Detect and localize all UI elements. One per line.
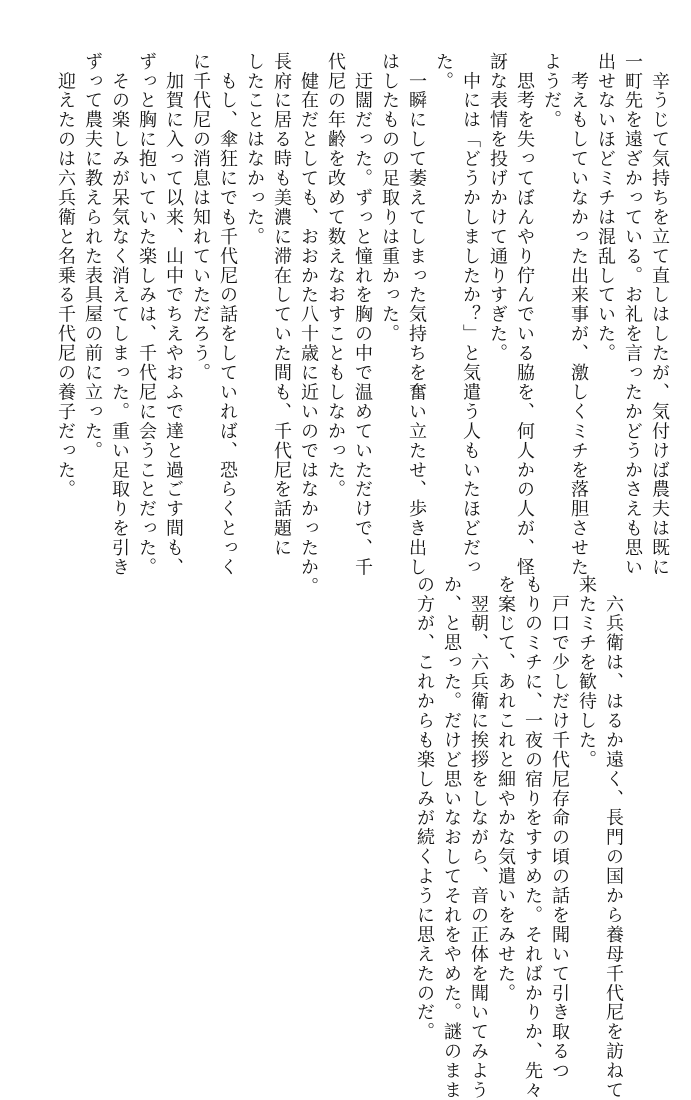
upper-block-line: 思考を失ってぼんやり佇んでいる脇を、何人かの人が、怪 [514,52,535,578]
upper-block-line: 訝な表情を投げかけて通りすぎた。 [487,52,508,364]
upper-block-line: ずっと胸に抱いていた楽しみは、千代尼に会うことだった。 [136,52,157,578]
lower-block-line: 来たミチを歓待した。 [576,575,597,770]
lower-block-line: を案じて、あれこれと細やかな気遣いをみせた。 [495,575,516,1003]
upper-block-line: ようだ。 [541,52,562,130]
upper-block-line: た。 [433,52,454,91]
lower-text-block [411,575,627,1100]
lower-block-line: 六兵衛は、はるか遠く、長門の国から養母千代尼を訪ねて [603,575,624,1100]
lower-block-line: の方が、これからも楽しみが続くように思えたのだ。 [414,575,435,1042]
upper-block-line: に千代尼の消息は知れていただろう。 [190,52,211,383]
lower-block-line: もりのミチに、一夜の宿りをすすめた。そればかりか、先々 [522,575,543,1100]
upper-block-line: 考えもしていなかった出来事が、激しくミチを落胆させた [568,52,589,578]
upper-block-line: はしたものの足取りは重かった。 [379,52,400,344]
upper-block-line: 出せないほどミチは混乱していた。 [595,52,616,364]
upper-block-line: 一町先を遠ざかっている。お礼を言ったかどうかさえも思い [622,52,643,578]
lower-block-line: か、と思った。だけど思いなおしてそれをやめた。謎のまま [441,575,462,1100]
upper-block-line: 長府に居る時も美濃に滞在していた間も、千代尼を話題に [271,52,292,558]
lower-block-line: 翌朝、六兵衛に挨拶をしながら、音の正体を聞いてみよう [468,575,489,1100]
upper-block-line: 健在だとしても、おおかた八十歳に近いのではなかったか。 [298,52,319,597]
upper-block-line: 加賀に入って以来、山中でちえやおふで達と過ごす間も、 [163,52,184,578]
upper-block-line: 代尼の年齢を改めて数えなおすこともしなかった。 [325,52,346,500]
upper-block-line: 一瞬にして萎えてしまった気持ちを奮い立たせ、歩き出し [406,52,427,578]
upper-block-line: 迎えたのは六兵衛と名乗る千代尼の養子だった。 [55,52,76,500]
lower-block-line: 戸口で少しだけ千代尼存命の頃の話を聞いて引き取るつ [549,575,570,1081]
upper-block-line: その楽しみが呆気なく消えてしまった。重い足取りを引き [109,52,130,578]
upper-block-line: 辛うじて気持ちを立て直しはしたが、気付けば農夫は既に [649,52,670,578]
upper-block-line: したことはなかった。 [244,52,265,247]
upper-block-line: ずって農夫に教えられた表具屋の前に立った。 [82,52,103,461]
upper-block-line: 迂闊だった。ずっと憧れを胸の中で温めていただけで、千 [352,52,373,578]
upper-text-block [52,52,673,597]
upper-block-line: もし、傘狂にでも千代尼の話をしていれば、恐らくとっく [217,52,238,578]
upper-block-line: 中には「どうかしましたか？」と気遣う人もいたほどだっ [460,52,481,578]
